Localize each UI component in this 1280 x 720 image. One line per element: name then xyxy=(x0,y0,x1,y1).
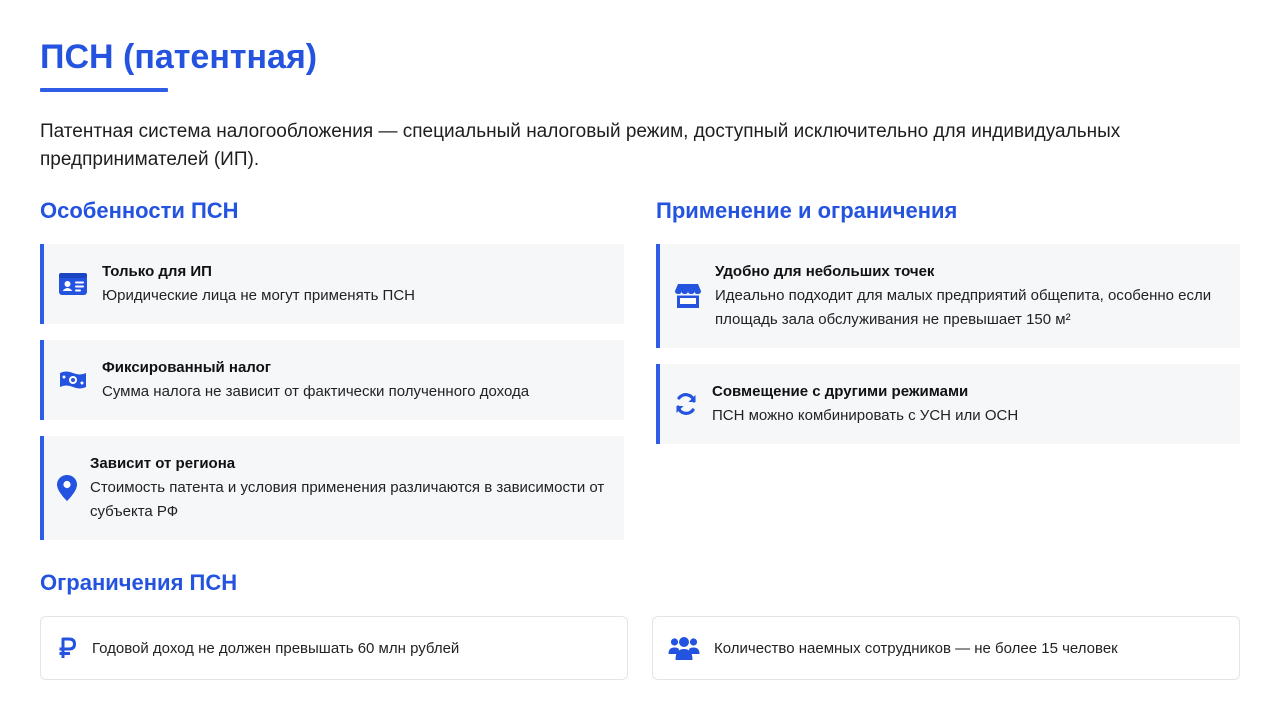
limit-text: Годовой доход не должен превышать 60 млн рублей xyxy=(92,639,460,657)
feature-card-fixed-tax xyxy=(40,340,624,420)
sync-icon xyxy=(660,392,712,416)
limit-text: Количество наемных сотрудников — не более 15 человек xyxy=(714,639,1118,657)
feature-desc: Юридические лица не могут применять ПСН xyxy=(102,287,416,304)
application-title: Совмещение с другими режимами xyxy=(712,383,969,400)
store-icon xyxy=(660,284,715,308)
page-title: ПСН (патентная) xyxy=(40,38,318,76)
application-card-small-outlets xyxy=(656,244,1240,348)
application-heading: Применение и ограничения xyxy=(656,198,958,223)
users-icon xyxy=(653,636,714,660)
feature-desc: Сумма налога не зависит от фактически полученного дохода xyxy=(102,383,530,400)
limit-card-employees xyxy=(652,616,1240,680)
limit-card-income xyxy=(40,616,628,680)
limits-heading: Ограничения ПСН xyxy=(40,570,238,595)
application-desc: ПСН можно комбинировать с УСН или ОСН xyxy=(712,407,1019,424)
ruble-icon xyxy=(41,637,92,659)
features-heading: Особенности ПСН xyxy=(40,198,239,223)
application-title: Удобно для небольших точек xyxy=(715,263,935,280)
feature-desc: Стоимость патента и условия применения различаются в зависимости от субъекта РФ xyxy=(90,479,605,520)
intro-paragraph: Патентная система налогообложения — специальный налоговый режим, доступный исключительно для индивидуальных предпринимателей (ИП). xyxy=(40,121,1121,170)
map-marker-icon xyxy=(44,475,90,501)
feature-title: Зависит от региона xyxy=(90,455,236,472)
money-bill-icon xyxy=(44,370,102,390)
feature-card-ip-only xyxy=(40,244,624,324)
title-underline xyxy=(40,88,168,92)
application-card-combine xyxy=(656,364,1240,444)
feature-title: Фиксированный налог xyxy=(102,359,272,376)
id-card-icon xyxy=(44,272,102,296)
application-desc: Идеально подходит для малых предприятий общепита, особенно если площадь зала обслуживания не превышает 150 м² xyxy=(715,287,1212,328)
feature-card-region xyxy=(40,436,624,540)
feature-title: Только для ИП xyxy=(102,263,212,280)
